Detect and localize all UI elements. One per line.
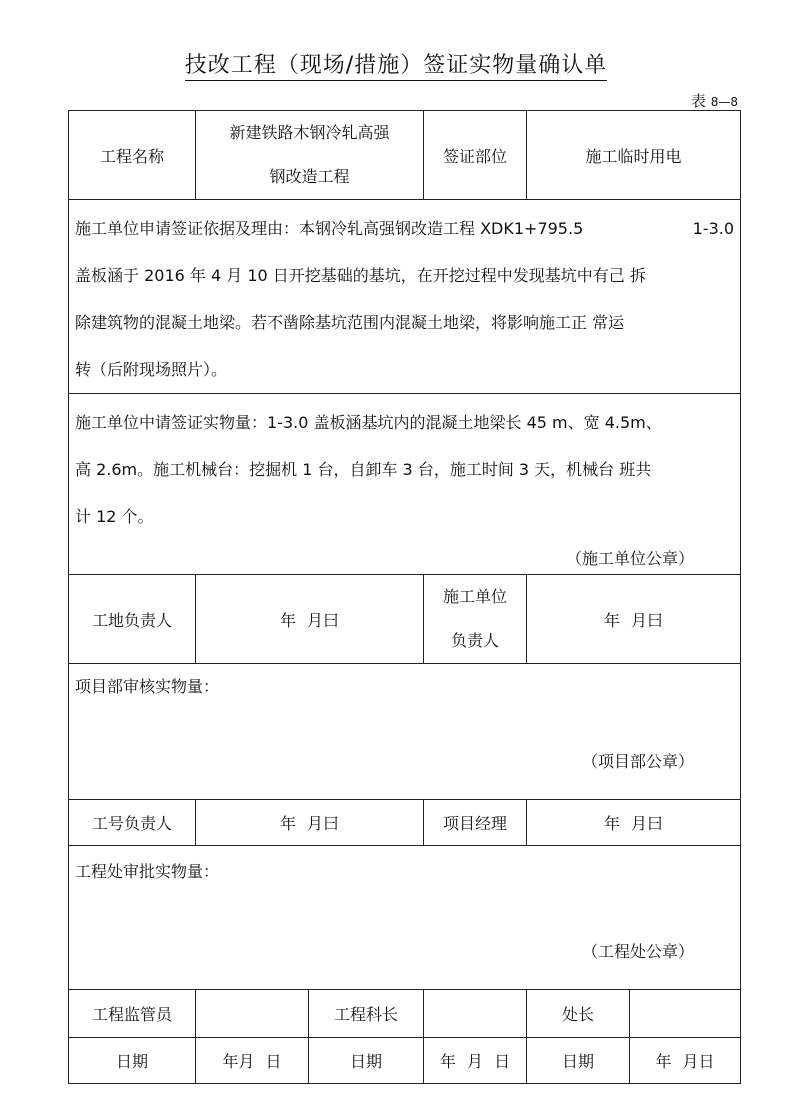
project-name-label: 工程名称 [99,146,164,166]
project-manager-label: 项目经理 [443,814,508,833]
project-name-line-2: 钢改造工程 [269,167,350,186]
project-review-row [69,664,741,800]
date-value-cell-3 [630,1038,741,1084]
project-manager-label-cell [424,800,527,846]
reason-line-1a: 施工单位申请签证依据及理由：本钢冷轧高强钢改造工程 XDK1+795.5 [75,219,584,238]
date-value-cell-1 [196,1038,309,1084]
project-name-label-cell [69,111,196,200]
project-manager-date-cell [527,800,741,846]
director-label: 处长 [562,1005,595,1024]
engineering-dept-seal: （工程处公章） [582,942,695,961]
section-chief-label: 工程科长 [334,1005,399,1024]
reason-line-2: 盖板涵于 2016 年 4 月 10 日开挖基础的基坑，在开挖过程中发现基坑中有己 拆 [75,266,646,285]
section-chief-label-cell [309,990,424,1038]
director-sign-cell [630,990,741,1038]
date-label-cell-2 [309,1038,424,1084]
quantity-cell [69,394,741,575]
supervisor-label-cell [69,990,196,1038]
site-manager-date: 年 月曰 [279,610,340,630]
quantity-line-2: 高 2.6m。施工机械台：挖掘机 1 台，自卸车 3 台，施工时间 3 天，机械台 班共 [75,460,652,479]
contractor-manager-date-cell [527,575,741,664]
site-manager-date-cell [196,575,424,664]
header-row [69,111,741,200]
worker-manager-date: 年 月曰 [279,814,340,833]
location-label: 签证部位 [443,146,508,166]
dates-row [69,1038,741,1084]
project-review-label: 项目部审核实物量： [75,677,220,696]
contractor-seal: （施工单位公章） [566,549,695,568]
contractor-manager-label-1: 施工单位 [443,587,508,606]
date-label-1: 日期 [115,1052,148,1071]
contractor-manager-label-2: 负责人 [451,631,500,650]
reason-cell [69,200,741,394]
supervisor-label: 工程监管员 [91,1005,172,1024]
signoff-row-2 [69,800,741,846]
reason-line-3: 除建筑物的混凝土地梁。若不凿除基坑范围内混凝土地梁，将影响施工正 常运 [75,313,625,332]
worker-manager-label: 工号负责人 [91,814,172,833]
project-name-value-cell [196,111,424,200]
form-code-label: 表 [690,92,706,110]
dept-approval-row [69,846,741,990]
reason-line-1 [75,205,734,252]
project-dept-seal: （项目部公章） [582,752,695,771]
quantity-row [69,394,741,575]
date-value-1: 年月 日 [222,1052,282,1071]
site-manager-label: 工地负责人 [91,610,172,630]
location-value: 施工临时用电 [585,146,682,166]
reason-line-1b: 1-3.0 [692,219,735,238]
worker-manager-label-cell [69,800,196,846]
form-code [691,90,738,111]
dept-approval-cell [69,846,741,990]
location-label-cell [424,111,527,200]
worker-manager-date-cell [196,800,424,846]
date-value-2: 年 月 日 [439,1052,511,1071]
document-title-text: 技改工程（现场/措施）签证实物量确认单 [185,53,607,81]
quantity-line-1: 施工单位中请签证实物量：1-3.0 盖板涵基坑内的混凝土地梁长 45 m、宽 4.5m、 [75,413,662,432]
project-name-line-1: 新建铁路木钢冷轧高强 [229,123,390,142]
reason-line-4: 转（后附现场照片）。 [75,360,228,379]
reason-row [69,200,741,394]
site-manager-label-cell [69,575,196,664]
contractor-manager-label-cell [424,575,527,664]
location-value-cell [527,111,741,200]
confirmation-form-table [68,110,741,1084]
director-label-cell [527,990,630,1038]
form-code-number: 8—8 [710,95,738,109]
date-value-3: 年 月日 [655,1052,715,1071]
contractor-manager-date: 年 月曰 [603,610,664,630]
supervisor-sign-cell [196,990,309,1038]
date-label-3: 日期 [562,1052,595,1071]
date-label-2: 日期 [350,1052,383,1071]
signoff-row-1 [69,575,741,664]
project-manager-date: 年 月曰 [603,814,664,833]
signoff-row-3 [69,990,741,1038]
date-value-cell-2 [424,1038,527,1084]
project-review-cell [69,664,741,800]
document-title [0,48,792,79]
section-chief-sign-cell [424,990,527,1038]
quantity-line-3: 计 12 个。 [75,507,154,526]
date-label-cell-1 [69,1038,196,1084]
date-label-cell-3 [527,1038,630,1084]
dept-approval-label: 工程处审批实物量： [75,862,220,881]
